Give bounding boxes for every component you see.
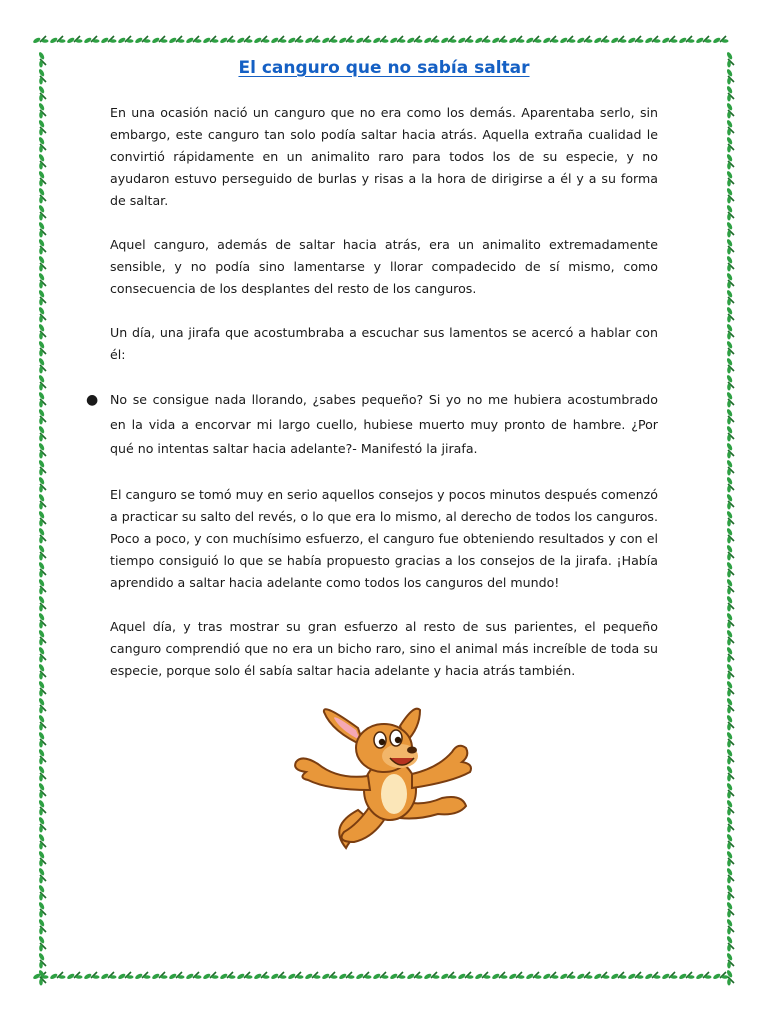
border-leaf-icon xyxy=(38,391,46,407)
border-leaf-icon xyxy=(726,663,734,679)
border-leaf-icon xyxy=(38,833,46,849)
border-leaf-icon xyxy=(38,408,46,424)
border-leaf-icon xyxy=(38,272,46,288)
border-leaf-icon xyxy=(38,629,46,645)
border-leaf-icon xyxy=(726,816,734,832)
border-leaf-icon xyxy=(338,36,354,44)
border-leaf-icon xyxy=(38,255,46,271)
border-leaf-icon xyxy=(38,697,46,713)
border-leaf-icon xyxy=(726,255,734,271)
border-leaf-icon xyxy=(253,36,269,44)
border-leaf-icon xyxy=(726,799,734,815)
border-leaf-icon xyxy=(678,36,694,44)
border-leaf-icon xyxy=(726,85,734,101)
border-leaf-icon xyxy=(38,544,46,560)
border-leaf-icon xyxy=(38,323,46,339)
border-leaf-icon xyxy=(253,972,269,980)
border-leaf-icon xyxy=(38,221,46,237)
border-leaf-icon xyxy=(49,36,65,44)
border-leaf-icon xyxy=(423,972,439,980)
border-leaf-icon xyxy=(726,102,734,118)
border-leaf-icon xyxy=(151,36,167,44)
border-leaf-icon xyxy=(726,646,734,662)
border-leaf-icon xyxy=(38,748,46,764)
border-leaf-icon xyxy=(321,972,337,980)
border-leaf-icon xyxy=(576,36,592,44)
kangaroo-icon xyxy=(288,698,484,858)
border-leaf-icon xyxy=(38,102,46,118)
border-leaf-icon xyxy=(457,972,473,980)
border-leaf-icon xyxy=(38,952,46,968)
border-leaf-icon xyxy=(66,36,82,44)
border-leaf-icon xyxy=(726,544,734,560)
border-leaf-icon xyxy=(726,306,734,322)
border-leaf-icon xyxy=(38,799,46,815)
border-leaf-icon xyxy=(423,36,439,44)
border-leaf-icon xyxy=(38,85,46,101)
border-leaf-icon xyxy=(406,972,422,980)
border-leaf-icon xyxy=(726,357,734,373)
border-leaf-icon xyxy=(134,36,150,44)
border-leaf-icon xyxy=(457,36,473,44)
border-leaf-icon xyxy=(726,459,734,475)
paragraph-1: En una ocasión nació un canguro que no era como los demás. Aparentaba serlo, sin embargo, este canguro tan solo podía saltar hacia atrás. Aquella extraña cualidad le convirtió rápidamente en un animalito raro para todos los de su especie, y no ayudaron estuvo perseguido de burlas y risas a la hora de dirigirse a él y a su forma de saltar. xyxy=(110,105,658,208)
border-leaf-icon xyxy=(491,972,507,980)
border-leaf-icon xyxy=(270,972,286,980)
border-leaf-icon xyxy=(270,36,286,44)
border-leaf-icon xyxy=(32,36,48,44)
border-leaf-icon xyxy=(726,612,734,628)
border-leaf-icon xyxy=(38,289,46,305)
paragraph-5: Aquel día, y tras mostrar su gran esfuerzo al resto de sus parientes, el pequeño canguro comprendió que no era un bicho raro, sino el animal más increíble de toda su especie, porque solo él sabía saltar hacia adelante y hacia atrás también. xyxy=(110,618,658,678)
border-leaf-icon xyxy=(38,595,46,611)
border-leaf-icon xyxy=(726,714,734,730)
border-leaf-icon xyxy=(726,238,734,254)
border-leaf-icon xyxy=(726,901,734,917)
border-leaf-icon xyxy=(678,972,694,980)
border-leaf-icon xyxy=(695,972,711,980)
border-leaf-icon xyxy=(38,357,46,373)
border-leaf-icon xyxy=(491,36,507,44)
border-leaf-icon xyxy=(726,850,734,866)
border-leaf-icon xyxy=(389,36,405,44)
border-leaf-icon xyxy=(726,867,734,883)
border-leaf-icon xyxy=(661,36,677,44)
border-leaf-icon xyxy=(219,972,235,980)
border-leaf-icon xyxy=(726,442,734,458)
border-leaf-icon xyxy=(726,629,734,645)
border-leaf-icon xyxy=(726,527,734,543)
border-leaf-icon xyxy=(38,425,46,441)
story-body xyxy=(86,102,658,704)
border-leaf-icon xyxy=(372,36,388,44)
border-leaf-icon xyxy=(304,972,320,980)
border-leaf-icon xyxy=(38,663,46,679)
border-leaf-icon xyxy=(726,391,734,407)
border-leaf-icon xyxy=(726,884,734,900)
border-leaf-icon xyxy=(508,972,524,980)
border-leaf-icon xyxy=(38,136,46,152)
border-leaf-icon xyxy=(593,36,609,44)
border-leaf-icon xyxy=(38,612,46,628)
border-leaf-icon xyxy=(576,972,592,980)
border-leaf-icon xyxy=(117,972,133,980)
border-leaf-icon xyxy=(83,972,99,980)
border-leaf-icon xyxy=(38,646,46,662)
border-leaf-icon xyxy=(321,36,337,44)
border-leaf-icon xyxy=(185,972,201,980)
border-leaf-icon xyxy=(38,918,46,934)
border-leaf-icon xyxy=(726,425,734,441)
border-leaf-icon xyxy=(726,187,734,203)
border-leaf-icon xyxy=(38,867,46,883)
border-leaf-icon xyxy=(726,340,734,356)
border-leaf-icon xyxy=(38,714,46,730)
border-leaf-icon xyxy=(38,493,46,509)
border-leaf-icon xyxy=(38,119,46,135)
border-leaf-icon xyxy=(726,833,734,849)
border-leaf-icon xyxy=(168,36,184,44)
border-leaf-icon xyxy=(100,972,116,980)
border-leaf-icon xyxy=(219,36,235,44)
border-leaf-icon xyxy=(38,204,46,220)
border-leaf-icon xyxy=(559,36,575,44)
border-leaf-icon xyxy=(38,459,46,475)
border-leaf-icon xyxy=(726,136,734,152)
border-leaf-icon xyxy=(38,340,46,356)
border-leaf-icon xyxy=(726,170,734,186)
border-leaf-icon xyxy=(38,442,46,458)
border-leaf-icon xyxy=(287,972,303,980)
border-leaf-icon xyxy=(695,36,711,44)
border-leaf-icon xyxy=(38,901,46,917)
border-leaf-icon xyxy=(38,816,46,832)
border-leaf-icon xyxy=(372,972,388,980)
border-leaf-icon xyxy=(66,972,82,980)
border-leaf-icon xyxy=(661,972,677,980)
border-leaf-icon xyxy=(726,935,734,951)
border-leaf-icon xyxy=(38,782,46,798)
border-leaf-icon xyxy=(38,187,46,203)
border-leaf-icon xyxy=(355,972,371,980)
bullet-icon: ● xyxy=(86,392,99,408)
border-leaf-icon xyxy=(49,972,65,980)
border-leaf-icon xyxy=(525,36,541,44)
border-leaf-icon xyxy=(440,972,456,980)
border-leaf-icon xyxy=(726,731,734,747)
border-leaf-icon xyxy=(38,476,46,492)
border-leaf-icon xyxy=(726,782,734,798)
border-leaf-icon xyxy=(38,578,46,594)
border-leaf-icon xyxy=(202,972,218,980)
border-leaf-icon xyxy=(38,561,46,577)
border-leaf-icon xyxy=(406,36,422,44)
border-leaf-icon xyxy=(593,972,609,980)
border-leaf-icon xyxy=(726,153,734,169)
border-leaf-icon xyxy=(726,561,734,577)
border-leaf-icon xyxy=(726,595,734,611)
border-leaf-icon xyxy=(236,36,252,44)
border-leaf-icon xyxy=(185,36,201,44)
border-leaf-icon xyxy=(38,238,46,254)
border-leaf-icon xyxy=(151,972,167,980)
border-leaf-icon xyxy=(610,36,626,44)
border-leaf-icon xyxy=(644,36,660,44)
border-leaf-icon xyxy=(38,680,46,696)
border-leaf-icon xyxy=(508,36,524,44)
border-leaf-icon xyxy=(726,578,734,594)
border-leaf-icon xyxy=(474,36,490,44)
bullet-text: No se consigue nada llorando, ¿sabes pequeño? Si yo no me hubiera acostumbrado en la vida a encorvar mi largo cuello, hubiese muerto muy pronto de hambre. ¿Por qué no intentas saltar hacia adelante?- Manifestó la jirafa. xyxy=(110,392,658,456)
border-leaf-icon xyxy=(726,493,734,509)
paragraph-3: Un día, una jirafa que acostumbraba a escuchar sus lamentos se acercó a hablar con él: xyxy=(110,325,658,362)
border-leaf-icon xyxy=(389,972,405,980)
border-leaf-icon xyxy=(100,36,116,44)
border-leaf-icon xyxy=(726,204,734,220)
border-leaf-icon xyxy=(559,972,575,980)
border-leaf-icon xyxy=(726,289,734,305)
border-leaf-icon xyxy=(38,935,46,951)
border-leaf-icon xyxy=(726,221,734,237)
border-leaf-icon xyxy=(38,731,46,747)
paragraph-4: El canguro se tomó muy en serio aquellos consejos y pocos minutos después comenzó a practicar su salto del revés, o lo que era lo mismo, al derecho de todos los canguros. Poco a poco, y con muchísimo esfuerzo, el canguro fue obteniendo resultados y con el tiempo consiguió lo que se había propuesto gracias a los consejos de la jirafa. ¡Había aprendido a saltar hacia adelante como todos los canguros del mundo! xyxy=(110,486,658,590)
border-leaf-icon xyxy=(38,170,46,186)
border-leaf-icon xyxy=(542,972,558,980)
border-leaf-icon xyxy=(726,918,734,934)
border-leaf-icon xyxy=(644,972,660,980)
border-leaf-icon xyxy=(83,36,99,44)
border-leaf-icon xyxy=(474,972,490,980)
border-leaf-icon xyxy=(726,765,734,781)
border-leaf-icon xyxy=(726,323,734,339)
border-leaf-icon xyxy=(168,972,184,980)
border-leaf-icon xyxy=(726,680,734,696)
border-leaf-icon xyxy=(440,36,456,44)
border-leaf-icon xyxy=(287,36,303,44)
border-leaf-icon xyxy=(355,36,371,44)
border-leaf-icon xyxy=(712,972,728,980)
paragraph-2: Aquel canguro, además de saltar hacia atrás, era un animalito extremadamente sensible, y no podía sino lamentarse y llorar compadecido de sí mismo, como consecuencia de los desplantes del resto de los canguros. xyxy=(110,237,658,296)
border-leaf-icon xyxy=(726,697,734,713)
border-leaf-icon xyxy=(726,272,734,288)
border-leaf-icon xyxy=(38,374,46,390)
border-leaf-icon xyxy=(134,972,150,980)
border-leaf-icon xyxy=(726,510,734,526)
border-leaf-icon xyxy=(627,972,643,980)
border-leaf-icon xyxy=(38,153,46,169)
border-leaf-icon xyxy=(726,952,734,968)
border-leaf-icon xyxy=(726,476,734,492)
border-leaf-icon xyxy=(525,972,541,980)
bullet-list-item xyxy=(86,388,658,462)
border-leaf-icon xyxy=(542,36,558,44)
border-leaf-icon xyxy=(38,306,46,322)
border-leaf-icon xyxy=(712,36,728,44)
border-leaf-icon xyxy=(627,36,643,44)
border-leaf-icon xyxy=(726,748,734,764)
border-leaf-icon xyxy=(38,510,46,526)
border-leaf-icon xyxy=(117,36,133,44)
border-leaf-icon xyxy=(202,36,218,44)
border-leaf-icon xyxy=(38,850,46,866)
border-leaf-icon xyxy=(236,972,252,980)
border-leaf-icon xyxy=(726,408,734,424)
border-leaf-icon xyxy=(38,527,46,543)
page-title: El canguro que no sabía saltar xyxy=(238,58,530,78)
border-leaf-icon xyxy=(338,972,354,980)
border-leaf-icon xyxy=(726,119,734,135)
border-leaf-icon xyxy=(726,374,734,390)
border-leaf-icon xyxy=(304,36,320,44)
border-leaf-icon xyxy=(38,765,46,781)
border-leaf-icon xyxy=(610,972,626,980)
border-leaf-icon xyxy=(38,884,46,900)
